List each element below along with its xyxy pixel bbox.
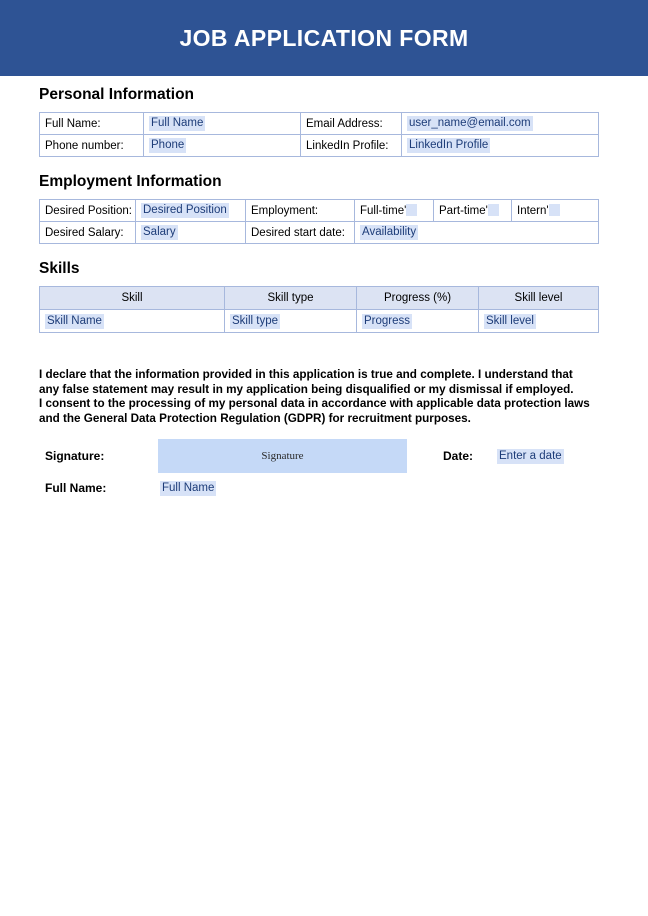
phone-number-field[interactable]	[144, 135, 301, 157]
desired-position-label: Desired Position:	[40, 200, 136, 222]
signature-input-box[interactable]	[158, 439, 407, 473]
full-time-checkbox[interactable]	[406, 204, 417, 216]
skill-level-field[interactable]	[479, 310, 599, 333]
declaration-line-3: I consent to the processing of my personal data in accordance with applicable data protection laws	[39, 397, 590, 411]
full-time-quote-mark: '	[404, 205, 407, 217]
phone-number-label: Phone number:	[40, 135, 144, 157]
date-field[interactable]	[497, 449, 564, 464]
desired-start-date-label: Desired start date:	[246, 222, 355, 244]
full-name-label: Full Name:	[40, 113, 144, 135]
skills-table	[39, 286, 599, 333]
desired-salary-label: Desired Salary:	[40, 222, 136, 244]
skill-progress-field[interactable]	[357, 310, 479, 333]
signature-full-name-field[interactable]	[160, 481, 216, 496]
table-row	[40, 113, 599, 135]
intern-label: Intern	[517, 205, 547, 217]
skills-column-header-progress: Progress (%)	[357, 287, 479, 310]
part-time-label: Part-time	[439, 205, 486, 217]
date-value[interactable]: Enter a date	[499, 450, 562, 462]
employment-type-label: Employment:	[246, 200, 355, 222]
full-name-field[interactable]	[144, 113, 301, 135]
employment-information-table	[39, 199, 599, 244]
desired-salary-value[interactable]: Salary	[143, 226, 176, 238]
part-time-quote-mark: '	[485, 205, 488, 217]
skills-column-header-skill: Skill	[40, 287, 225, 310]
desired-start-date-field[interactable]	[355, 222, 599, 244]
page-title: JOB APPLICATION FORM	[179, 24, 469, 51]
declaration-text	[39, 368, 609, 426]
skill-type-field[interactable]	[225, 310, 357, 333]
section-heading-personal-information: Personal Information	[39, 86, 195, 103]
skill-level-value[interactable]: Skill level	[486, 314, 534, 327]
part-time-checkbox[interactable]	[485, 204, 499, 217]
skill-type-value[interactable]: Skill type	[232, 314, 279, 327]
linkedin-profile-label: LinkedIn Profile:	[301, 135, 402, 157]
skill-progress-value[interactable]: Progress	[364, 314, 411, 327]
desired-start-date-value[interactable]: Availability	[362, 226, 417, 238]
email-address-field[interactable]	[402, 113, 599, 135]
declaration-line-1: I declare that the information provided in this application is true and complete. I understand that	[39, 368, 573, 381]
table-row	[40, 222, 599, 244]
skill-name-value[interactable]: Skill Name	[47, 314, 102, 327]
signature-full-name-value[interactable]: Full Name	[162, 482, 215, 494]
desired-position-value[interactable]: Desired Position	[143, 204, 227, 216]
linkedin-profile-value[interactable]: LinkedIn Profile	[409, 139, 489, 151]
full-name-value[interactable]: Full Name	[151, 117, 204, 129]
date-label: Date:	[443, 449, 474, 463]
signature-label: Signature:	[45, 449, 105, 463]
full-time-label: Full-time	[360, 205, 405, 217]
declaration-line-4: and the General Data Protection Regulation (GDPR) for recruitment purposes.	[39, 411, 471, 425]
email-address-label: Email Address:	[301, 113, 402, 135]
section-heading-employment-information: Employment Information	[39, 173, 222, 190]
skills-column-header-skill-type: Skill type	[225, 287, 357, 310]
table-row	[40, 200, 599, 222]
intern-quote-mark: '	[546, 205, 549, 217]
table-row	[40, 135, 599, 157]
desired-position-field[interactable]	[136, 200, 246, 222]
intern-checkbox[interactable]	[549, 204, 560, 216]
employment-option-intern[interactable]	[512, 200, 599, 222]
phone-number-value[interactable]: Phone	[151, 139, 185, 151]
declaration-line-2: any false statement may result in my application being disqualified or my dismissal if employed.	[39, 382, 574, 396]
skills-table-header-row	[40, 287, 599, 310]
personal-information-table	[39, 112, 599, 157]
desired-salary-field[interactable]	[136, 222, 246, 244]
section-heading-skills: Skills	[39, 260, 80, 277]
email-address-value[interactable]: user_name@email.com	[409, 117, 531, 129]
skill-name-field[interactable]	[40, 310, 225, 333]
linkedin-profile-field[interactable]	[402, 135, 599, 157]
skills-column-header-skill-level: Skill level	[479, 287, 599, 310]
signature-placeholder: Signature	[261, 450, 304, 462]
table-row	[40, 310, 599, 333]
employment-option-full-time[interactable]	[355, 200, 434, 222]
signature-full-name-label: Full Name:	[45, 481, 107, 495]
employment-option-part-time[interactable]	[434, 200, 512, 222]
